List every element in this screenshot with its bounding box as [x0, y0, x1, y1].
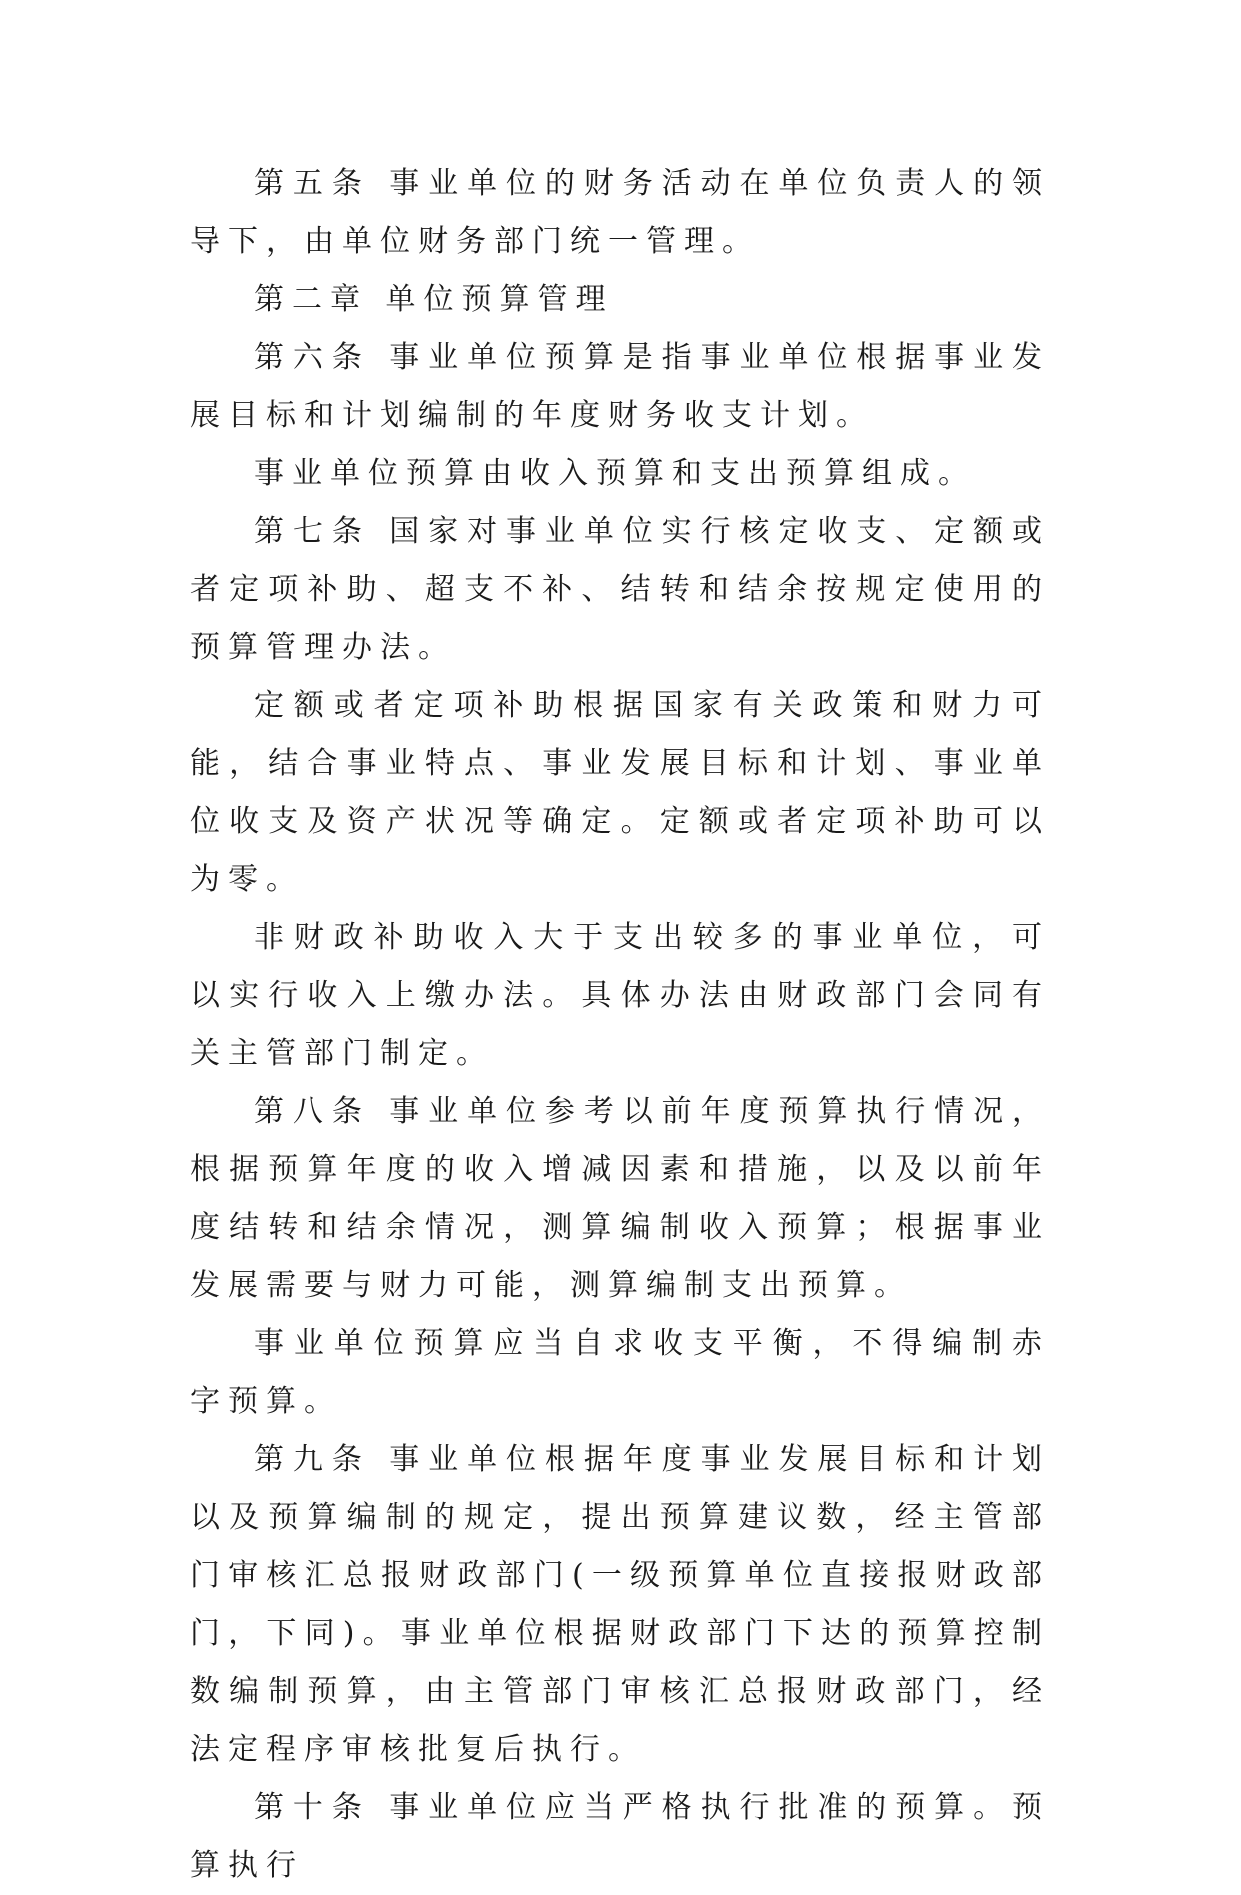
paragraph-balance: 事业单位预算应当自求收支平衡，不得编制赤字预算。: [190, 1326, 1050, 1419]
paragraph-article-5: 第五条 事业单位的财务活动在单位负责人的领导下，由单位财务部门统一管理。: [190, 166, 1050, 259]
chapter-2-heading: 第二章 单位预算管理: [254, 282, 614, 317]
paragraph-article-10: 第十条 事业单位应当严格执行批准的预算。预算执行: [190, 1790, 1050, 1883]
paragraph-budget-composition: 事业单位预算由收入预算和支出预算组成。: [254, 456, 976, 491]
paragraph-article-6: 第六条 事业单位预算是指事业单位根据事业发展目标和计划编制的年度财务收支计划。: [190, 340, 1050, 433]
paragraph-article-7: 第七条 国家对事业单位实行核定收支、定额或者定项补助、超支不补、结转和结余按规定使用的预算管理办法。: [190, 514, 1050, 665]
document-page: [190, 155, 1050, 1895]
paragraph-subsidy: 定额或者定项补助根据国家有关政策和财力可能，结合事业特点、事业发展目标和计划、事业单位收支及资产状况等确定。定额或者定项补助可以为零。: [190, 688, 1050, 897]
paragraph-article-9: 第九条 事业单位根据年度事业发展目标和计划以及预算编制的规定，提出预算建议数，经主管部门审核汇总报财政部门(一级预算单位直接报财政部门，下同)。事业单位根据财政部门下达的预算控制数编制预算，由主管部门审核汇总报财政部门，经法定程序审核批复后执行。: [190, 1442, 1050, 1767]
paragraph-non-fiscal-income: 非财政补助收入大于支出较多的事业单位，可以实行收入上缴办法。具体办法由财政部门会同有关主管部门制定。: [190, 920, 1050, 1071]
paragraph-article-8: 第八条 事业单位参考以前年度预算执行情况，根据预算年度的收入增减因素和措施，以及以前年度结转和结余情况，测算编制收入预算；根据事业发展需要与财力可能，测算编制支出预算。: [190, 1094, 1050, 1303]
